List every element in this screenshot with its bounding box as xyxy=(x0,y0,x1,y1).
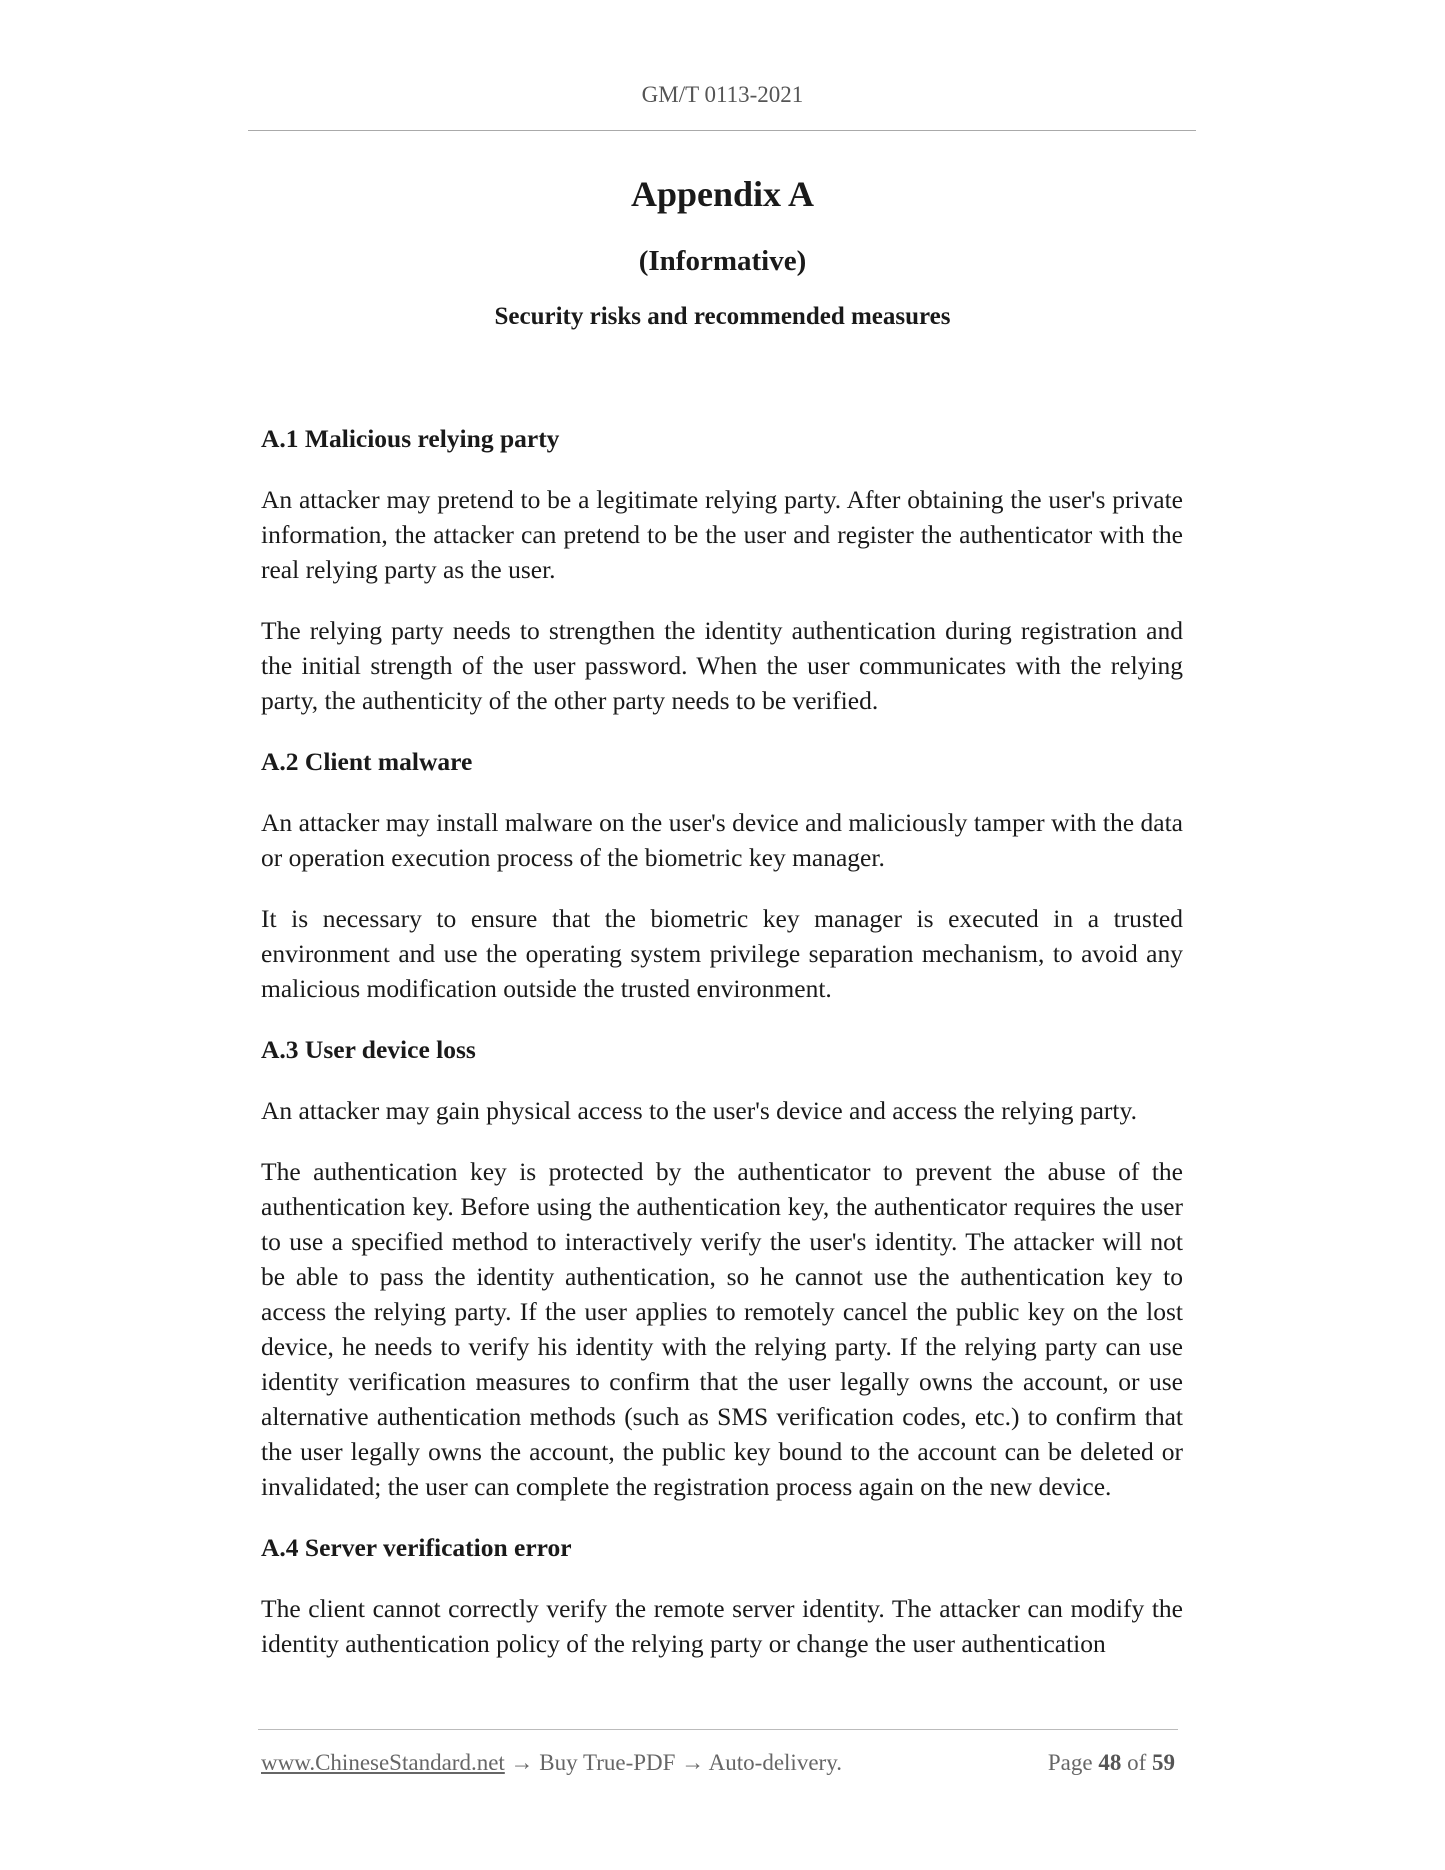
section-heading: A.2 Client malware xyxy=(261,747,473,776)
section-heading: A.4 Server verification error xyxy=(261,1533,572,1562)
arrow-right-icon: → xyxy=(510,1750,534,1775)
document-id-header: GM/T 0113-2021 xyxy=(641,82,804,107)
of-label: of xyxy=(1127,1750,1147,1775)
total-pages: 59 xyxy=(1152,1750,1175,1775)
footer-divider xyxy=(258,1729,1178,1730)
arrow-right-icon: → xyxy=(681,1750,705,1775)
appendix-title: Appendix A xyxy=(630,174,815,214)
appendix-topic: Security risks and recommended measures xyxy=(494,303,951,330)
buy-pdf-text: Buy True-PDF xyxy=(539,1750,676,1775)
paragraph: An attacker may gain physical access to the user's device and access the relying party. xyxy=(261,1096,1137,1125)
paragraph: An attacker may install malware on the user's device and maliciously tamper with the data or operation execution process of the biometric key manager. xyxy=(261,808,1183,872)
appendix-subtitle: (Informative) xyxy=(638,245,807,277)
paragraph: The relying party needs to strengthen the identity authentication during registration and the initial strength of the user password. When the user communicates with the relying party, the authenticity of the other party needs to be verified. xyxy=(261,616,1183,715)
paragraph: The authentication key is protected by the authenticator to prevent the abuse of the authentication key. Before using the authentication key, the authenticator requires the user to use a specified method to interactively verify the user's identity. The attacker will not be able to pass the identity authentication, so he cannot use the authentication key to access the relying party. If the user applies to remotely cancel the public key on the lost device, he needs to verify his identity with the relying party. If the relying party can use identity verification measures to confirm that the user legally owns the account, or use alternative authentication methods (such as SMS verification codes, etc.) to confirm that the user legally owns the account, the public key bound to the account can be deleted or invalidated; the user can complete the registration process again on the new device. xyxy=(261,1157,1183,1501)
paragraph: It is necessary to ensure that the biometric key manager is executed in a trusted environment and use the operating system privilege separation mechanism, to avoid any malicious modification outside the trusted environment. xyxy=(261,904,1183,1003)
page-label: Page xyxy=(1047,1750,1093,1775)
website-link[interactable]: www.ChineseStandard.net xyxy=(261,1750,505,1775)
paragraph: An attacker may pretend to be a legitimate relying party. After obtaining the user's private information, the attacker can pretend to be the user and register the authenticator with the real relying party as the user. xyxy=(261,485,1183,584)
page-number xyxy=(1048,1748,1175,1778)
current-page: 48 xyxy=(1098,1750,1122,1775)
footer-promo xyxy=(261,1748,842,1778)
section-heading: A.3 User device loss xyxy=(261,1035,476,1064)
auto-delivery-text: Auto-delivery. xyxy=(708,1750,842,1775)
document-body xyxy=(261,421,1183,1661)
section-heading: A.1 Malicious relying party xyxy=(261,424,560,453)
header-divider xyxy=(248,130,1196,131)
paragraph: The client cannot correctly verify the remote server identity. The attacker can modify the identity authentication policy of the relying party or change the user authentication xyxy=(261,1594,1183,1658)
